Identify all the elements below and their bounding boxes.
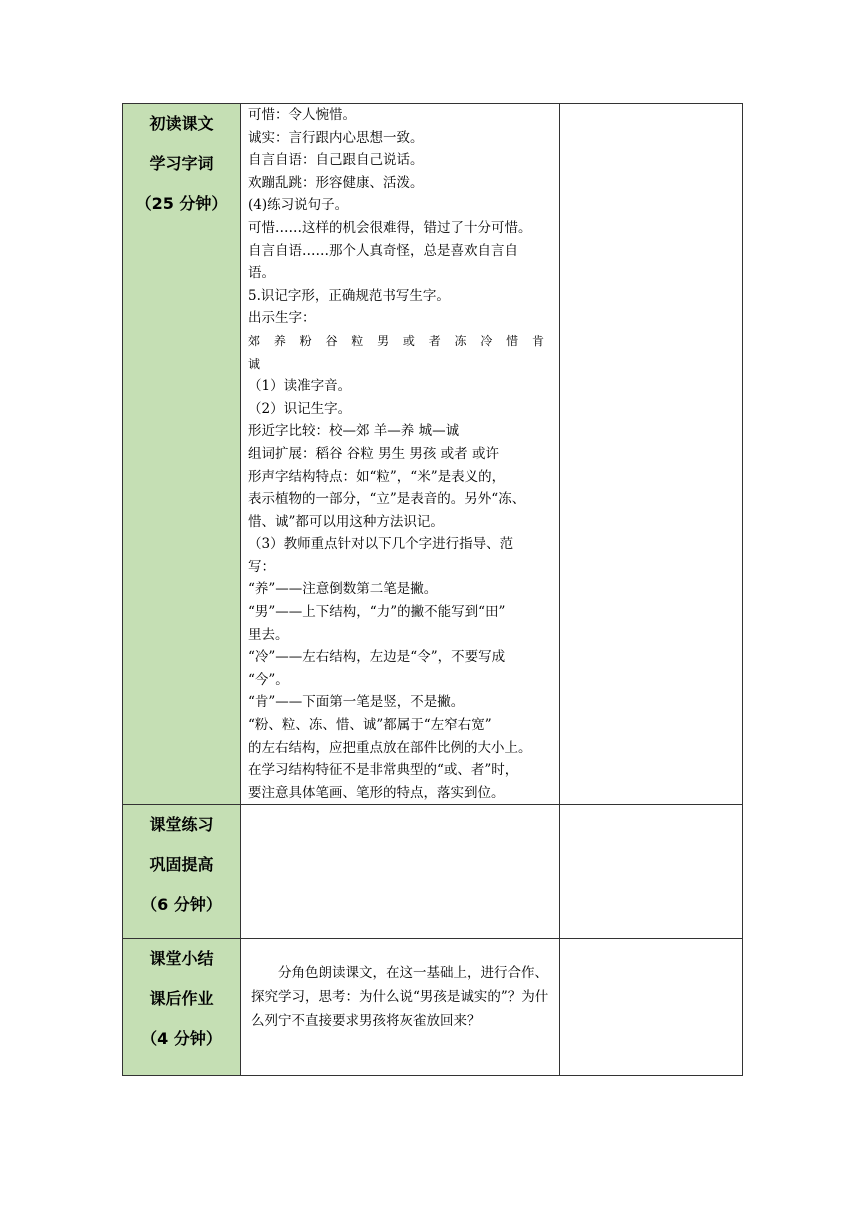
section-title-line: 巩固提高 [149, 855, 214, 875]
section-header-cell [123, 939, 241, 1076]
activity-cell [241, 805, 560, 939]
text-line: 自言自语……那个人真奇怪，总是喜欢自言自 [248, 242, 518, 259]
notes-cell [560, 805, 743, 939]
text-line: 欢蹦乱跳：形容健康、活泼。 [248, 174, 424, 191]
text-line: 的左右结构，应把重点放在部件比例的大小上。 [248, 739, 532, 756]
text-line: “肯”——下面第一笔是竖，不是撇。 [248, 694, 465, 711]
new-characters-line: 郊 养 粉 谷 粒 男 或 者 冻 冷 惜 肯 诚 [248, 333, 549, 371]
text-line: 形声字结构特点：如“粒”，“米”是表义的， [248, 468, 506, 485]
text-line: 可惜：令人惋惜。 [248, 107, 356, 123]
section-title-line: 课堂练习 [149, 815, 214, 835]
summary-paragraph: 分角色朗读课文，在这一基础上，进行合作、探究学习，思考：为什么说“男孩是诚实的”？为什么列宁不直接要求男孩将灰雀放回来？ [251, 965, 549, 1030]
section-time: （4 分钟） [141, 1029, 222, 1049]
activity-content [241, 104, 559, 804]
text-line: “今”。 [248, 671, 289, 688]
text-line: (4)练习说句子。 [248, 197, 349, 214]
text-line: （3）教师重点针对以下几个字进行指导、范 [248, 536, 514, 553]
section-header-cell [123, 805, 241, 939]
section-title-line: 初读课文 [149, 114, 214, 133]
section-header-cell [123, 104, 241, 805]
text-line: 可惜……这样的机会很难得，错过了十分可惜。 [248, 219, 532, 236]
notes-cell [560, 939, 743, 1076]
text-line: “男”——上下结构，“力”的撇不能写到“田” [248, 604, 506, 621]
text-line: 里去。 [248, 626, 289, 643]
text-line: 写： [248, 558, 275, 575]
section-time: （6 分钟） [141, 895, 222, 915]
text-line: 出示生字： [248, 310, 316, 327]
text-line: 在学习结构特征不是非常典型的“或、者”时， [248, 762, 519, 779]
table-row [123, 939, 743, 1076]
section-title-line: 课堂小结 [149, 949, 214, 969]
text-line: 5.识记字形，正确规范书写生字。 [248, 287, 450, 304]
table-row [123, 104, 743, 805]
section-title-line: 课后作业 [149, 989, 214, 1009]
text-line: 形近字比较：校—郊 羊—养 城—诚 [248, 423, 460, 440]
text-line: 组词扩展：稻谷 谷粒 男生 男孩 或者 或许 [248, 445, 499, 462]
text-line: 自言自语：自己跟自己说话。 [248, 152, 424, 169]
notes-cell [560, 104, 743, 805]
text-line: “粉、粒、冻、惜、诚”都属于“左窄右宽” [248, 717, 492, 734]
text-line: 表示植物的一部分，“立”是表音的。另外“冻、 [248, 491, 526, 508]
activity-cell [241, 104, 560, 805]
text-line: 诚实：言行跟内心思想一致。 [248, 129, 424, 146]
text-line: “冷”——左右结构，左边是“令”，不要写成 [248, 649, 506, 666]
section-time: （25 分钟） [135, 194, 228, 213]
text-line: “养”——注意倒数第二笔是撇。 [248, 581, 438, 598]
lesson-plan-table [122, 103, 743, 1076]
table-row [123, 805, 743, 939]
activity-cell [241, 939, 560, 1076]
text-line: （2）识记生字。 [248, 400, 352, 417]
text-line: （1）读准字音。 [248, 378, 352, 395]
text-line: 要注意具体笔画、笔形的特点，落实到位。 [248, 784, 505, 801]
section-title-line: 学习字词 [149, 154, 214, 173]
text-line: 语。 [248, 265, 275, 282]
text-line: 惜、诚”都可以用这种方法识记。 [248, 513, 444, 530]
